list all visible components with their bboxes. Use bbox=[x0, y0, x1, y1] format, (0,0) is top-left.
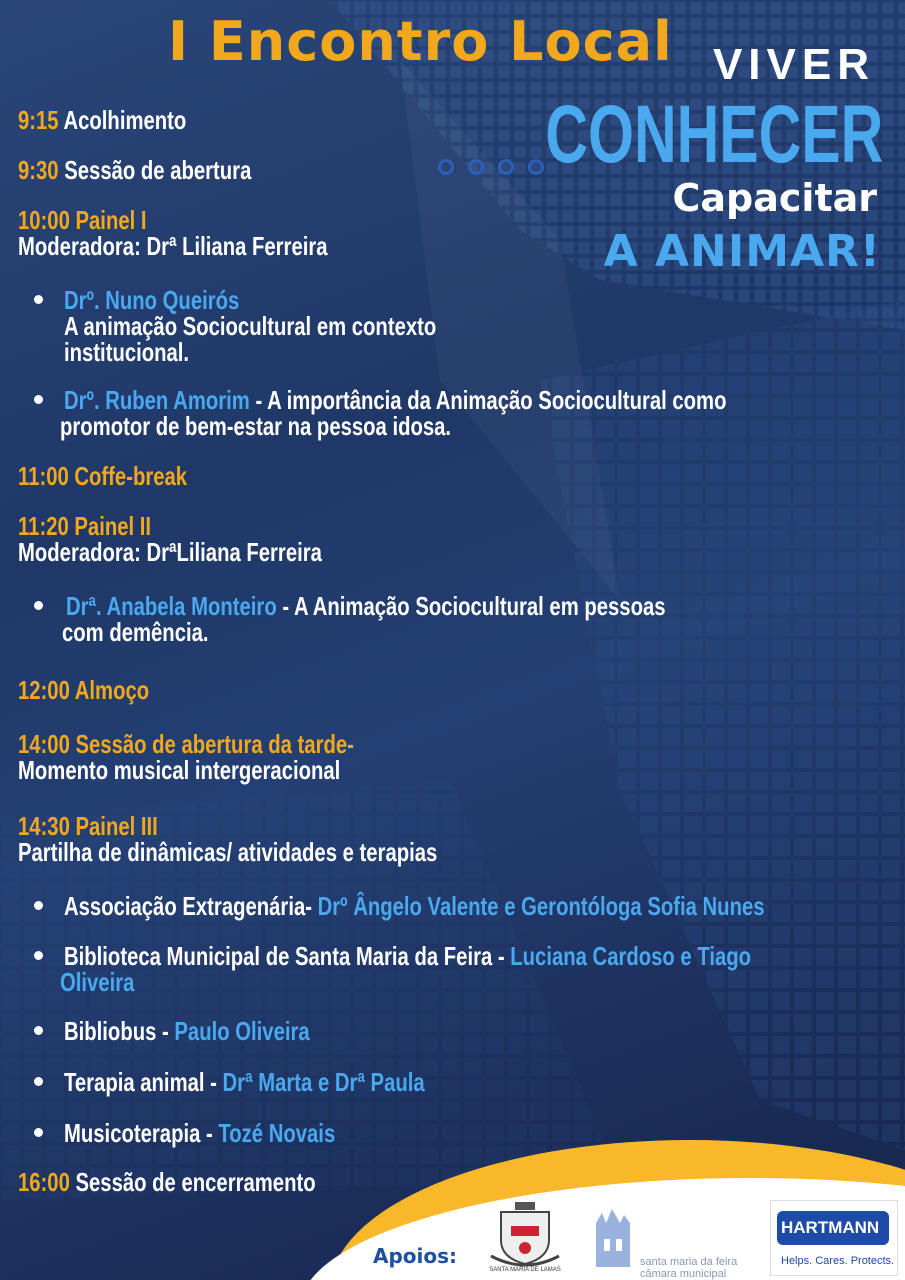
coffee-break: 11:00 Coffe-break bbox=[18, 461, 188, 491]
afternoon-opening-sub: Momento musical intergeracional bbox=[18, 755, 341, 785]
panel-3-item-bibliobus bbox=[64, 1017, 310, 1045]
panel-3-item-extragenaria bbox=[64, 892, 765, 920]
panel-3-heading: 14:30 Painel III bbox=[18, 811, 158, 841]
organization: Terapia animal - bbox=[64, 1067, 217, 1097]
organization: Bibliobus - bbox=[64, 1016, 169, 1046]
presenters-cont: Oliveira bbox=[60, 967, 135, 997]
sponsors-label: Apoios: bbox=[373, 1244, 458, 1268]
panel-3-sub: Partilha de dinâmicas/ atividades e terapias bbox=[18, 837, 438, 867]
talk-title-cont: promotor de bem-estar na pessoa idosa. bbox=[60, 411, 452, 441]
talk-title-cont: com demência. bbox=[62, 617, 209, 647]
speaker-name: Drº. Ruben Amorim bbox=[64, 385, 250, 415]
event-title: I Encontro Local bbox=[168, 10, 673, 73]
bullet-icon bbox=[34, 951, 43, 960]
speaker-name: Drª. Anabela Monteiro bbox=[66, 591, 277, 621]
bullet-icon bbox=[34, 901, 43, 910]
organization: Musicoterapia - bbox=[64, 1118, 213, 1148]
talk-title-cont: institucional. bbox=[64, 337, 190, 367]
lunch: 12:00 Almoço bbox=[18, 675, 150, 705]
panel-3-item-biblioteca bbox=[64, 942, 751, 970]
decorative-dots bbox=[438, 159, 544, 175]
panel-1-moderator: Moderadora: Drª Liliana Ferreira bbox=[18, 231, 328, 261]
bullet-icon bbox=[34, 295, 43, 304]
presenters: Luciana Cardoso e Tiago bbox=[504, 941, 752, 971]
activity: Sessão de abertura bbox=[58, 155, 252, 185]
presenters: Drº Ângelo Valente e Gerontóloga Sofia Nunes bbox=[311, 891, 765, 921]
talk-title: - A importância da Animação Sociocultural como bbox=[249, 385, 727, 415]
afternoon-opening: 14:00 Sessão de abertura da tarde- bbox=[18, 729, 354, 759]
bullet-icon bbox=[34, 1026, 43, 1035]
time: 9:15 bbox=[18, 105, 59, 135]
hartmann-tagline: Helps. Cares. Protects. bbox=[781, 1255, 895, 1267]
hartmann-logo bbox=[770, 1200, 898, 1276]
time: 9:30 bbox=[18, 155, 59, 185]
presenters: Paulo Oliveira bbox=[168, 1016, 310, 1046]
time: 16:00 bbox=[18, 1167, 70, 1197]
panel-2-moderator: Moderadora: DrªLiliana Ferreira bbox=[18, 537, 322, 567]
bullet-icon bbox=[34, 395, 43, 404]
dot-icon bbox=[438, 159, 454, 175]
crest-text: SANTA MARIA DE LAMAS bbox=[489, 1267, 561, 1273]
panel-1-heading: 10:00 Painel I bbox=[18, 205, 147, 235]
santa-maria-de-lamas-crest-logo bbox=[487, 1200, 563, 1274]
panel-2-heading: 11:20 Painel II bbox=[18, 511, 152, 541]
presenters: Tozé Novais bbox=[212, 1118, 336, 1148]
slogan-animar: A ANIMAR! bbox=[603, 226, 881, 277]
dot-icon bbox=[468, 159, 484, 175]
schedule-item-abertura bbox=[18, 156, 251, 184]
dot-icon bbox=[498, 159, 514, 175]
schedule-item-acolhimento bbox=[18, 106, 186, 134]
activity: Acolhimento bbox=[58, 105, 187, 135]
hartmann-name: HARTMANN bbox=[781, 1218, 880, 1237]
slogan-conhecer: CONHECER bbox=[545, 89, 883, 180]
panel-3-item-musicoterapia bbox=[64, 1119, 335, 1147]
speaker-ruben bbox=[64, 386, 726, 414]
slogan-viver: VIVER bbox=[712, 40, 875, 89]
bullet-icon bbox=[34, 1077, 43, 1086]
slogan-capacitar: Capacitar bbox=[672, 176, 877, 220]
organization: Associação Extragenária- bbox=[64, 891, 312, 921]
feira-text-2: câmara municipal bbox=[640, 1268, 727, 1280]
feira-text-1: santa maria da feira bbox=[640, 1256, 738, 1268]
presenters: Drª Marta e Drª Paula bbox=[216, 1067, 425, 1097]
activity: Sessão de encerramento bbox=[69, 1167, 316, 1197]
bullet-icon bbox=[34, 601, 43, 610]
bullet-icon bbox=[34, 1128, 43, 1137]
panel-3-item-terapia-animal bbox=[64, 1068, 425, 1096]
schedule-item-encerramento bbox=[18, 1168, 316, 1196]
speaker-anabela bbox=[66, 592, 666, 620]
organization: Biblioteca Municipal de Santa Maria da Feira - bbox=[64, 941, 505, 971]
santa-maria-da-feira-logo bbox=[590, 1205, 740, 1280]
dot-icon bbox=[528, 159, 544, 175]
speaker-name: Drº. Nuno Queirós bbox=[64, 285, 240, 315]
talk-title: - A Animação Sociocultural em pessoas bbox=[276, 591, 666, 621]
talk-title: A animação Sociocultural em contexto bbox=[64, 311, 437, 341]
